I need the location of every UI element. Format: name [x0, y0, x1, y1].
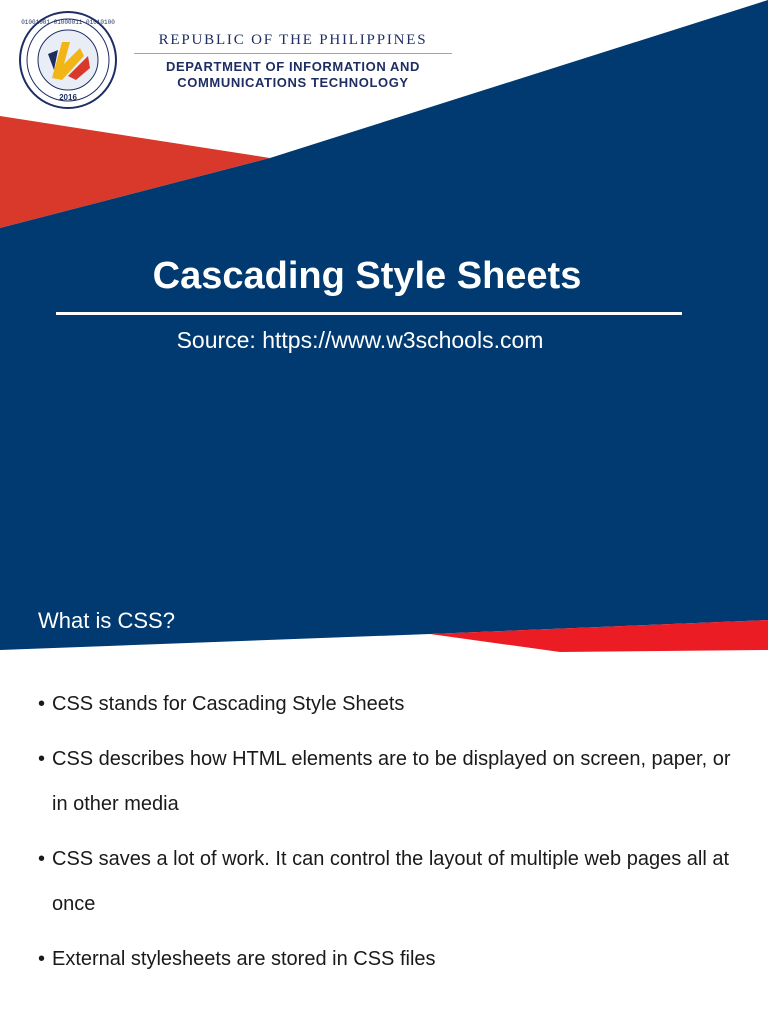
bullet-dot: •	[38, 748, 46, 770]
list-item	[38, 937, 738, 982]
bullet-dot: •	[38, 948, 46, 970]
agency-header	[134, 30, 452, 91]
republic-label: REPUBLIC OF THE PHILIPPINES	[134, 30, 452, 54]
bullet-text: CSS describes how HTML elements are to be displayed on screen, paper, or in other media	[52, 748, 731, 815]
slide-title: Cascading Style Sheets	[152, 255, 582, 297]
bullet-text: External stylesheets are stored in CSS files	[52, 948, 436, 970]
bullet-dot: •	[38, 848, 46, 870]
dict-seal-icon	[18, 10, 118, 110]
bullet-text: CSS stands for Cascading Style Sheets	[52, 693, 405, 715]
list-item	[38, 737, 738, 827]
source-line: Source: https://www.w3schools.com	[176, 327, 544, 353]
title-divider	[56, 312, 682, 315]
list-item	[38, 837, 738, 927]
list-item	[38, 682, 738, 727]
bullet-text: CSS saves a lot of work. It can control the layout of multiple web pages all at once	[52, 848, 730, 915]
department-line-2: COMMUNICATIONS TECHNOLOGY	[177, 75, 409, 90]
department-line-1: DEPARTMENT OF INFORMATION AND	[165, 59, 421, 74]
section-heading: What is CSS?	[38, 608, 175, 633]
seal-ring-text: 01001001 01000011 01010100	[21, 19, 115, 26]
seal-year: 2016	[59, 93, 77, 102]
bullet-list	[38, 682, 738, 992]
bullet-dot: •	[38, 693, 46, 715]
